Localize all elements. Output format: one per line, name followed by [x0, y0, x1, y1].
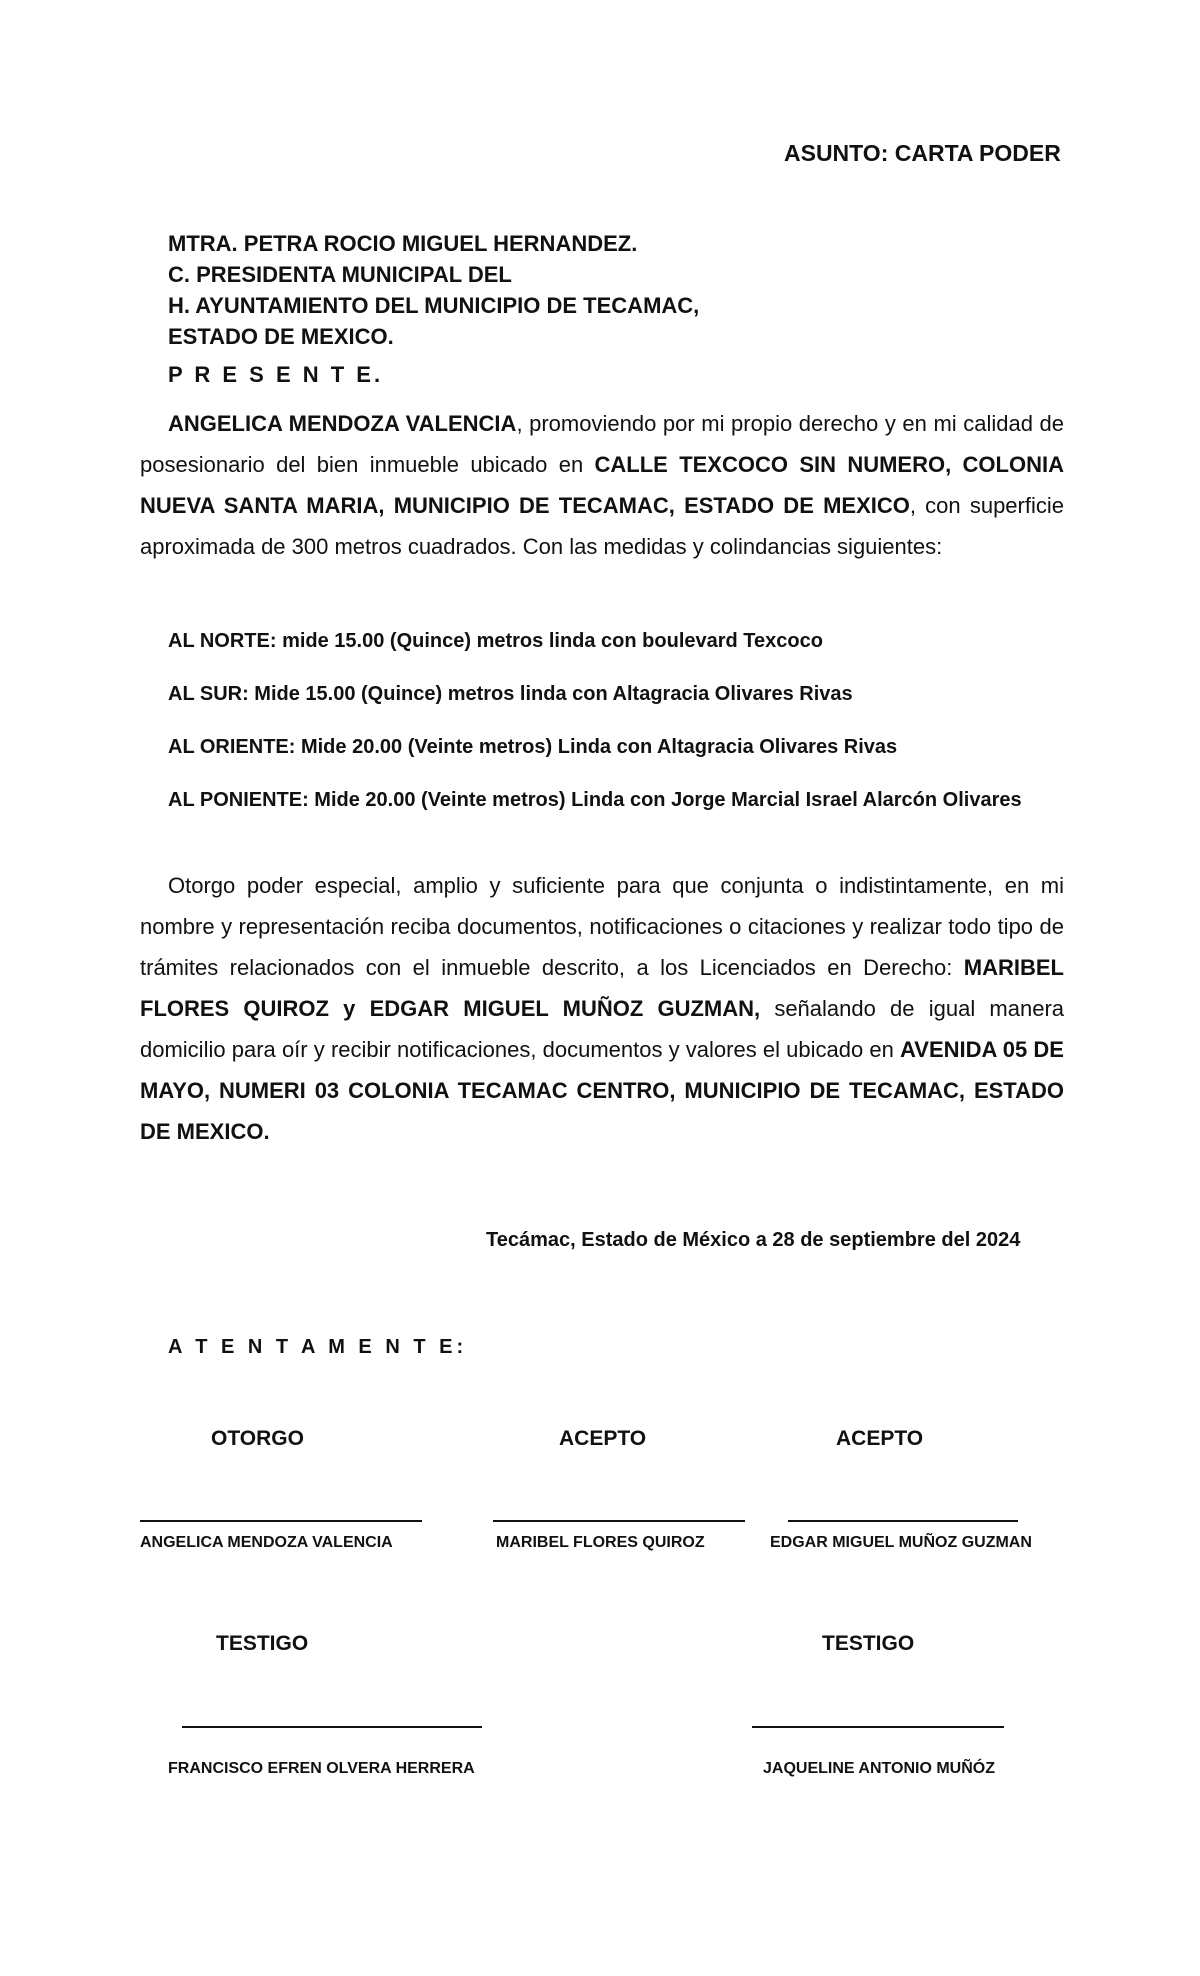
role-label-testigo: TESTIGO	[216, 1632, 309, 1655]
place-date: Tecámac, Estado de México a 28 de septiembre del 2024	[486, 1229, 1021, 1251]
signature-line	[752, 1726, 1004, 1728]
grantor-name: ANGELICA MENDOZA VALENCIA	[168, 411, 517, 436]
witness-name: JAQUELINE ANTONIO MUÑÓZ	[763, 1760, 996, 1777]
role-label-acepto: ACEPTO	[836, 1427, 924, 1450]
signature-line	[140, 1520, 422, 1522]
presente-heading: P R E S E N T E.	[168, 362, 384, 387]
grant-text: Otorgo poder especial, amplio y suficiente para que conjunta o indistintamente, en mi nombre y representación reciba documentos, notificaciones o citaciones y realizar todo tipo de trámites relacionados con el inmueble descrito, a los Licenciados en Derecho:	[140, 873, 1064, 980]
subject-line: ASUNTO: CARTA PODER	[784, 140, 1061, 166]
signatory-name: ANGELICA MENDOZA VALENCIA	[140, 1534, 393, 1551]
addressee-line: ESTADO DE MEXICO.	[168, 324, 394, 349]
grant-paragraph	[140, 865, 1064, 1152]
witness-name: FRANCISCO EFREN OLVERA HERRERA	[168, 1760, 475, 1777]
addressee-line: C. PRESIDENTA MUNICIPAL DEL	[168, 262, 512, 287]
boundary-north: AL NORTE: mide 15.00 (Quince) metros linda con boulevard Texcoco	[168, 630, 823, 652]
role-label-acepto: ACEPTO	[559, 1427, 647, 1450]
signatory-name: MARIBEL FLORES QUIROZ	[496, 1534, 705, 1551]
domicile-address: AVENIDA 05 DE MAYO, NUMERI 03 COLONIA TECAMAC CENTRO, MUNICIPIO DE TECAMAC, ESTADO DE MEXICO.	[140, 1037, 1064, 1144]
role-label-testigo: TESTIGO	[822, 1632, 915, 1655]
boundary-west: AL PONIENTE: Mide 20.00 (Veinte metros) Linda con Jorge Marcial Israel Alarcón Olivares	[168, 789, 1022, 811]
property-address: CALLE TEXCOCO SIN NUMERO, COLONIA NUEVA SANTA MARIA, MUNICIPIO DE TECAMAC, ESTADO DE MEXICO	[140, 452, 1064, 518]
boundary-south: AL SUR: Mide 15.00 (Quince) metros linda con Altagracia Olivares Rivas	[168, 683, 853, 705]
signature-line	[788, 1520, 1018, 1522]
addressee-line: H. AYUNTAMIENTO DEL MUNICIPIO DE TECAMAC,	[168, 293, 700, 318]
intro-paragraph	[140, 403, 1064, 567]
addressee-block	[168, 228, 699, 352]
closing-atentamente: A T E N T A M E N T E:	[168, 1336, 468, 1358]
boundary-east: AL ORIENTE: Mide 20.00 (Veinte metros) Linda con Altagracia Olivares Rivas	[168, 736, 898, 758]
signatory-name: EDGAR MIGUEL MUÑOZ GUZMAN	[770, 1534, 1032, 1551]
addressee-line: MTRA. PETRA ROCIO MIGUEL HERNANDEZ.	[168, 231, 638, 256]
signature-line	[182, 1726, 482, 1728]
role-label-otorgo: OTORGO	[211, 1427, 304, 1450]
intro-text: , con superficie aproximada de 300 metros cuadrados. Con las medidas y colindancias siguientes:	[140, 493, 1064, 559]
grant-text: señalando de igual manera domicilio para oír y recibir notificaciones, documentos y valores el ubicado en	[140, 996, 1065, 1062]
signature-line	[493, 1520, 745, 1522]
attorneys-names: MARIBEL FLORES QUIROZ y EDGAR MIGUEL MUÑOZ GUZMAN,	[140, 955, 1064, 1021]
intro-text: , promoviendo por mi propio derecho y en mi calidad de posesionario del bien inmueble ubicado en	[140, 411, 1064, 477]
